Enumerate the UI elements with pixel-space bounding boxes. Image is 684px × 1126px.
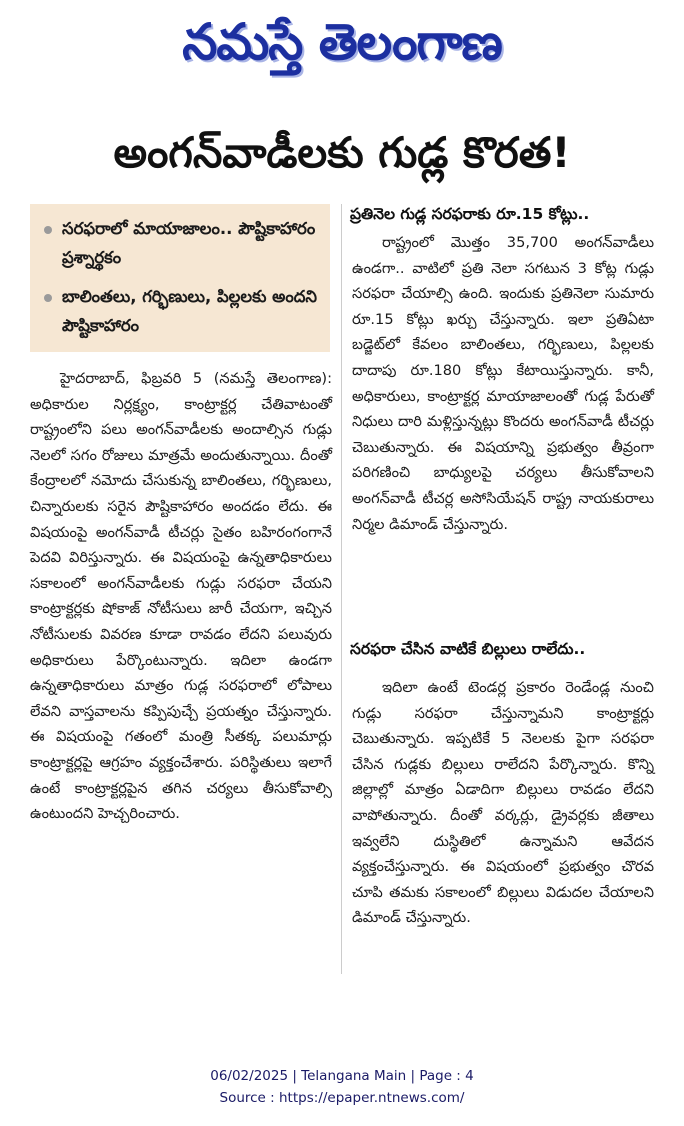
article-right-column-1: రాష్ట్రంలో మొత్తం 35,700 అంగన్‌వాడీలు ఉండగా.. వాటిలో ప్రతి నెలా సగటున 3 కోట్ల గుడ్లు సరఫరా చేయాల్సి ఉంది. ఇందుకు ప్రతినెలా సుమారు రూ.15 కోట్లు ఖర్చు చేస్తున్నారు. ఇలా ప్రతిఏటా బడ్జెట్‌లో కేవలం బాలింతలు, గర్భిణులు, పిల్లలకు దాదాపు రూ.180 కోట్లు కేటాయిస్తున్నారు. కానీ, అధికారులు, కాంట్రాక్టర్ల మాయాజాలంతో గుడ్ల పేరుతో నిధులు దారి మళ్లిస్తున్నట్లు కొందరు అంగన్‌వాడీ టీచర్లు చెబుతున్నారు. ఈ విషయాన్ని ప్రభుత్వం తీవ్రంగా పరిగణించి బాధ్యులపై చర్యలు తీసుకోవాలని అంగన్‌వాడీ టీచర్ల అసోసియేషన్ రాష్ట్ర నాయకురాలు నిర్మల డిమాండ్ చేస్తున్నారు.: [352, 234, 654, 533]
article-headline: అంగన్‌వాడీలకు గుడ్ల కొరత!: [113, 128, 571, 177]
right-subheading-2: సరఫరా చేసిన వాటికే బిల్లులు రాలేదు..: [350, 640, 586, 658]
column-divider: [341, 204, 342, 974]
footer-edition-info: 06/02/2025 | Telangana Main | Page : 4: [210, 1068, 474, 1084]
highlight-item: [44, 214, 322, 272]
right-subheading-1: ప్రతినెల గుడ్ల సరఫరాకు రూ.15 కోట్లు..: [350, 205, 590, 223]
article-left-column: హైదరాబాద్, ఫిబ్రవరి 5 (నమస్తే తెలంగాణ): అధికారుల నిర్లక్ష్యం, కాంట్రాక్టర్ల చేతివాటంతో రాష్ట్రంలోని పలు అంగన్‌వాడీలకు అందాల్సిన గుడ్లు నెలలో సగం రోజులు మాత్రమే అందుతున్నాయి. దీంతో కేంద్రాలలో నమోదు చేసుకున్న బాలింతలు, గర్భిణులు, చిన్నారులకు సరైన పౌష్టికాహారం అందడం లేదు. ఈ విషయంపై అంగన్‌వాడీ టీచర్లు సైతం బహిరంగంగానే పెదవి విరిస్తున్నారు. ఈ విషయంపై ఉన్నతాధికారులు సకాలంలో అంగన్‌వాడీలకు గుడ్లు సరఫరా చేయని కాంట్రాక్టర్లకు షోకాజ్ నోటీసులు జారీ చేయగా, ఇచ్చిన నోటీసులకు వివరణ కూడా రావడం లేదని పలువురు అధికారులు పేర్కొంటున్నారు. ఇదిలా ఉండగా ఉన్నతాధికారులు మాత్రం గుడ్ల సరఫరాలో లోపాలు లేవని వాస్తవాలను కప్పిపుచ్చే ప్రయత్నం చేస్తున్నారు. ఈ విషయంపై గతంలో మంత్రి సీతక్క పలుమార్లు కాంట్రాక్టర్లపై ఆగ్రహం వ్యక్తంచేశారు. పరిస్థితులు ఇలాగే ఉంటే కాంట్రాక్టర్లపైన తగిన చర్యలు తీసుకోవాల్సి ఉంటుందని హెచ్చరించారు.: [30, 370, 332, 823]
highlights-box: [30, 204, 330, 352]
highlight-text: సరఫరాలో మాయాజాలం.. పౌష్టికాహారం ప్రశ్నార్థకం: [62, 219, 316, 267]
newspaper-masthead: నమస్తే తెలంగాణ: [182, 13, 502, 71]
highlight-item: [44, 282, 322, 340]
article-right-column-2: ఇదిలా ఉంటే టెండర్ల ప్రకారం రెండేండ్ల నుంచి గుడ్లు సరఫరా చేస్తున్నామని కాంట్రాక్టర్లు చెబుతున్నారు. ఇప్పటికే 5 నెలలకు పైగా సరఫరా చేసిన గుడ్లకు బిల్లులు రాలేదని పేర్కొన్నారు. కొన్ని జిల్లాల్లో మాత్రం ఏడాదిగా బిల్లులు రావడం లేదని వాపోతున్నారు. దీంతో వర్కర్లు, డ్రైవర్లకు జీతాలు ఇవ్వలేని దుస్థితిలో ఉన్నామని ఆవేదన వ్యక్తంచేస్తున్నారు. ఈ విషయంలో ప్రభుత్వం చొరవ చూపి తమకు సకాలంలో బిల్లులు విడుదల చేయాలని డిమాండ్ చేస్తున్నారు.: [352, 679, 654, 927]
bullet-icon: [44, 226, 52, 234]
bullet-icon: [44, 294, 52, 302]
footer-source-link[interactable]: Source : https://epaper.ntnews.com/: [219, 1090, 465, 1106]
highlight-text: బాలింతలు, గర్భిణులు, పిల్లలకు అందని పౌష్టికాహారం: [62, 287, 317, 335]
